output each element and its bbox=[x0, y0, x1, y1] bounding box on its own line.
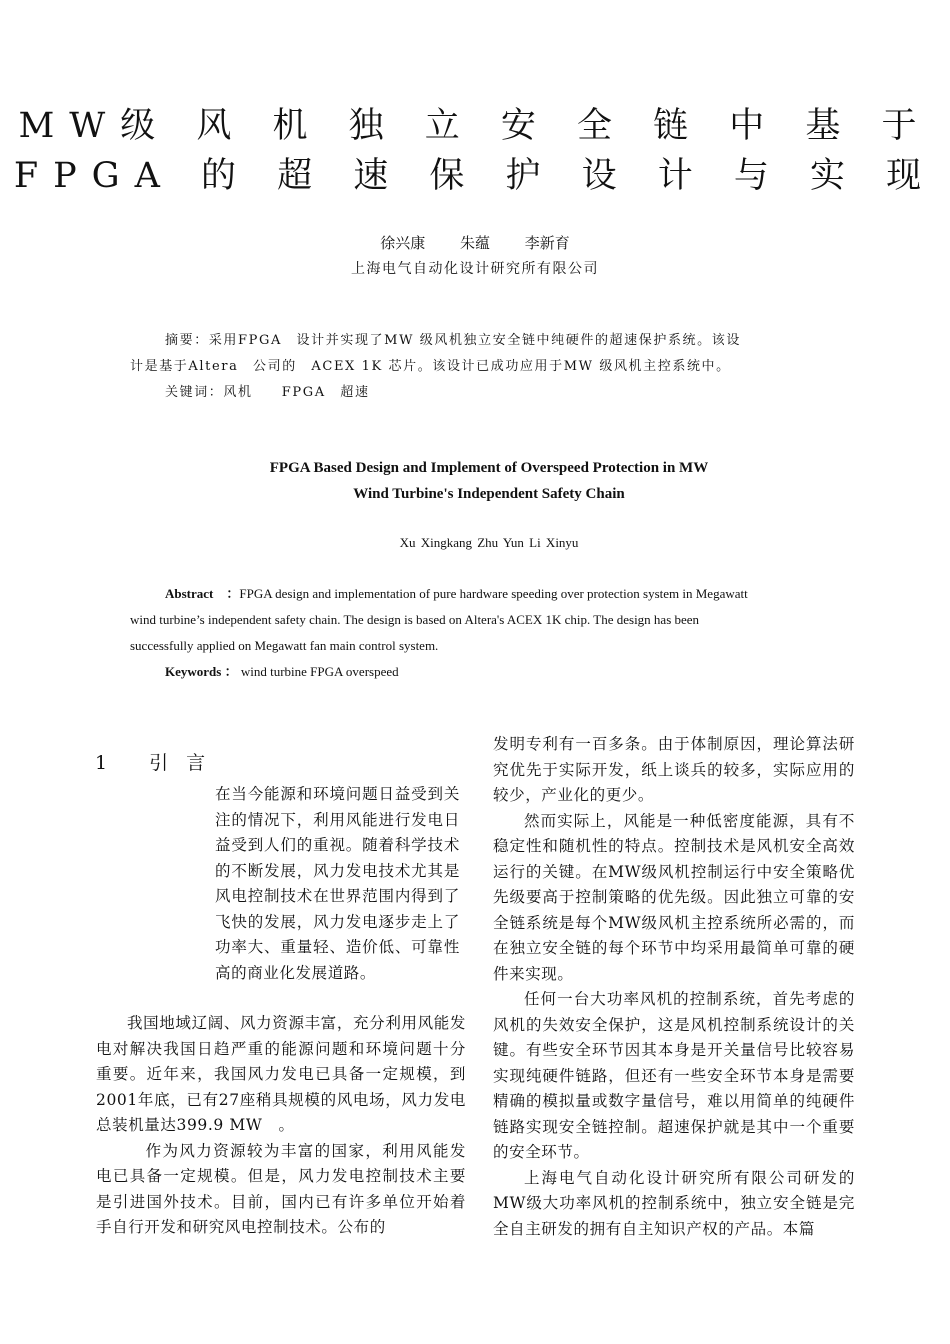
right-column bbox=[493, 732, 855, 1242]
keywords-en-text: wind turbine FPGA overspeed bbox=[240, 664, 399, 679]
abstract-en bbox=[130, 581, 820, 685]
affiliation: 上海电气自动化设计研究所有限公司 bbox=[351, 261, 599, 277]
paragraph-resources: 我国地域辽阔、风力资源丰富，充分利用风能发电对解决我国日趋严重的能源问题和环境问题十分重要。近年来，我国风力发电已具备一定规模，到2001年底，已有27座稍具规模的风电场，风力发电总装机量达399.9 MW 。 bbox=[96, 1014, 466, 1134]
section-heading: 1 引言 bbox=[95, 752, 224, 774]
abstract-en-text3: successfully applied on Megawatt fan main control system. bbox=[130, 638, 439, 653]
keywords-cn-label: 关键词： bbox=[165, 385, 224, 400]
authors: 徐兴康 朱蕴 李新育 bbox=[380, 234, 570, 252]
english-authors: Xu Xingkang Zhu Yun Li Xinyu bbox=[399, 535, 579, 550]
intro-paragraph-text: 在当今能源和环境问题日益受到关注的情况下，利用风能进行发电日益受到人们的重视。随着科学技术的不断发展，风力发电技术尤其是风电控制技术在世界范围内得到了飞快的发展，风力发电逐步走上了功率大、重量轻、造价低、可靠性高的商业化发展道路。 bbox=[215, 785, 460, 982]
keywords-en-label: Keywords ： bbox=[165, 664, 238, 679]
abstract-en-text2: wind turbine’s independent safety chain. The design is based on Altera's ACEX 1K chip. The design has been bbox=[130, 612, 700, 627]
abstract-cn-text2: 计是基于Altera 公司的 ACEX 1K 芯片。该设计已成功应用于MW 级风机主控系统中。 bbox=[130, 359, 731, 374]
left-column bbox=[96, 1011, 466, 1241]
keywords-cn-text: 风机 FPGA 超速 bbox=[223, 385, 370, 400]
abstract-en-label: Abstract ： bbox=[165, 586, 240, 601]
paragraph-institute: 上海电气自动化设计研究所有限公司研发的MW级大功率风机的控制系统中，独立安全链是完全自主研发的拥有自主知识产权的产品。本篇 bbox=[493, 1168, 855, 1238]
paragraph-safety: 任何一台大功率风机的控制系统，首先考虑的风机的失效安全保护，这是风机控制系统设计的关键。有些安全环节因其本身是开关量信号比较容易实现纯硬件链路，但还有一些安全环节本身是需要精确的模拟量或数字量信号，难以用简单的纯硬件链路实现安全链控制。超速保护就是其中一个重要的安全环节。 bbox=[493, 990, 855, 1161]
abstract-cn-label: 摘要： bbox=[165, 333, 209, 348]
paper-title-line2: FPGA 的 超 速 保 护 设 计 与 实 现 bbox=[13, 156, 937, 196]
abstract-cn bbox=[130, 328, 820, 406]
abstract-cn-text1: 采用FPGA 设计并实现了MW 级风机独立安全链中纯硬件的超速保护系统。该设 bbox=[208, 333, 741, 348]
abstract-en-text1: FPGA design and implementation of pure hardware speeding over protection system in Megawatt bbox=[239, 586, 748, 601]
paragraph-control-tech: 作为风力资源较为丰富的国家，利用风能发电已具备一定规模。但是，风力发电控制技术主要是引进国外技术。目前，国内已有许多单位开始着手自行开发和研究风电控制技术。公布的 bbox=[96, 1141, 466, 1236]
paper-title-line1: MW级 风 机 独 立 安 全 链 中 基 于 bbox=[18, 106, 932, 146]
english-title-line2: Wind Turbine's Independent Safety Chain bbox=[353, 486, 625, 502]
english-title-line1: FPGA Based Design and Implement of Overspeed Protection in MW bbox=[269, 460, 709, 476]
english-title bbox=[0, 455, 950, 507]
paragraph-patents: 发明专利有一百多条。由于体制原因，理论算法研究优先于实际开发，纸上谈兵的较多，实际应用的较少，产业化的更少。 bbox=[493, 735, 855, 804]
intro-paragraph bbox=[215, 782, 460, 986]
paragraph-wind-energy: 然而实际上，风能是一种低密度能源，具有不稳定性和随机性的特点。控制技术是风机安全高效运行的关键。在MW级风机控制运行中安全策略优先级要高于控制策略的优先级。因此独立可靠的安全链系统是每个MW级风机主控系统所必需的，而在独立安全链的每个环节中均采用最简单可靠的硬件来实现。 bbox=[493, 811, 855, 983]
